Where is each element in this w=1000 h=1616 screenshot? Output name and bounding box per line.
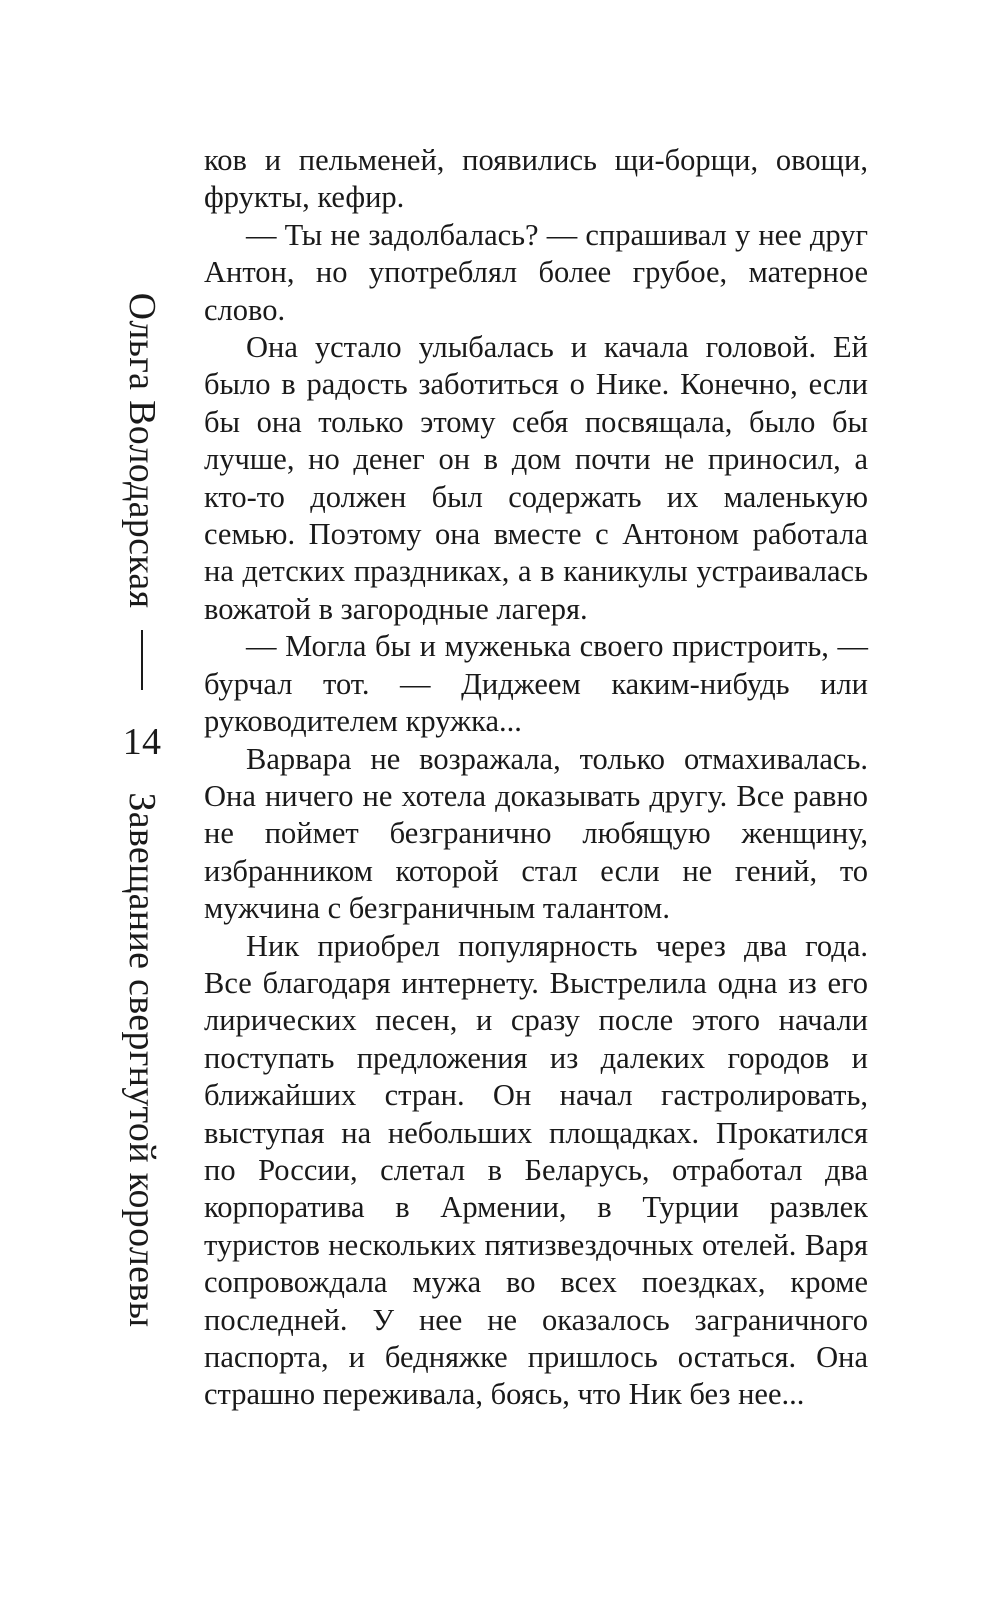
- paragraph-3: Она устало улыбалась и качала головой. Ей было в радость заботиться о Нике. Конечно, если бы она только этому себя посвящала, было бы лучше, но денег он в дом почти не приносил, а кто-то должен был содержать их маленькую семью. Поэтому она вместе с Антоном работала на детских праздниках, а в каникулы устраивалась вожатой в загородные лагеря.: [204, 330, 868, 626]
- paragraph-4: — Могла бы и муженька своего пристроить, — бурчал тот. — Диджеем каким-нибудь или руководителем кружка...: [204, 629, 868, 739]
- paragraph-5: Варвара не возражала, только отмахивалась. Она ничего не хотела доказывать другу. Все равно не поймет безгранично любящую женщину, избранником которой стал если не гений, то мужчина с безграничным талантом.: [204, 741, 868, 926]
- running-head-author: Ольга Володарская: [121, 292, 163, 609]
- paragraph-1: ков и пельменей, появились щи-борщи, овощи, фрукты, кефир.: [204, 143, 868, 215]
- running-head-divider: [141, 630, 143, 690]
- page-number: 14: [122, 721, 162, 764]
- running-head-title: Завещание свергнутой королевы: [121, 792, 163, 1328]
- body-text: [204, 142, 868, 1414]
- paragraph-6: Ник приобрел популярность через два года. Все благодаря интернету. Выстрелила одна из его лирических песен, и сразу после этого начали поступать предложения из далеких городов и ближайших стран. Он начал гастролировать, выступая на небольших площадках. Прокатился по России, слетал в Беларусь, отработал два корпоратива в Армении, в Турции развлек туристов нескольких пятизвездочных отелей. Варя сопровождала мужа во всех поездках, кроме последней. У нее не оказалось заграничного паспорта, и бедняжке пришлось остаться. Она страшно переживала, боясь, что Ник без нее...: [204, 928, 868, 1412]
- paragraph-2: — Ты не задолбалась? — спрашивал у нее друг Антон, но употреблял более грубое, матерное слово.: [204, 217, 868, 327]
- running-head: [107, 70, 177, 1550]
